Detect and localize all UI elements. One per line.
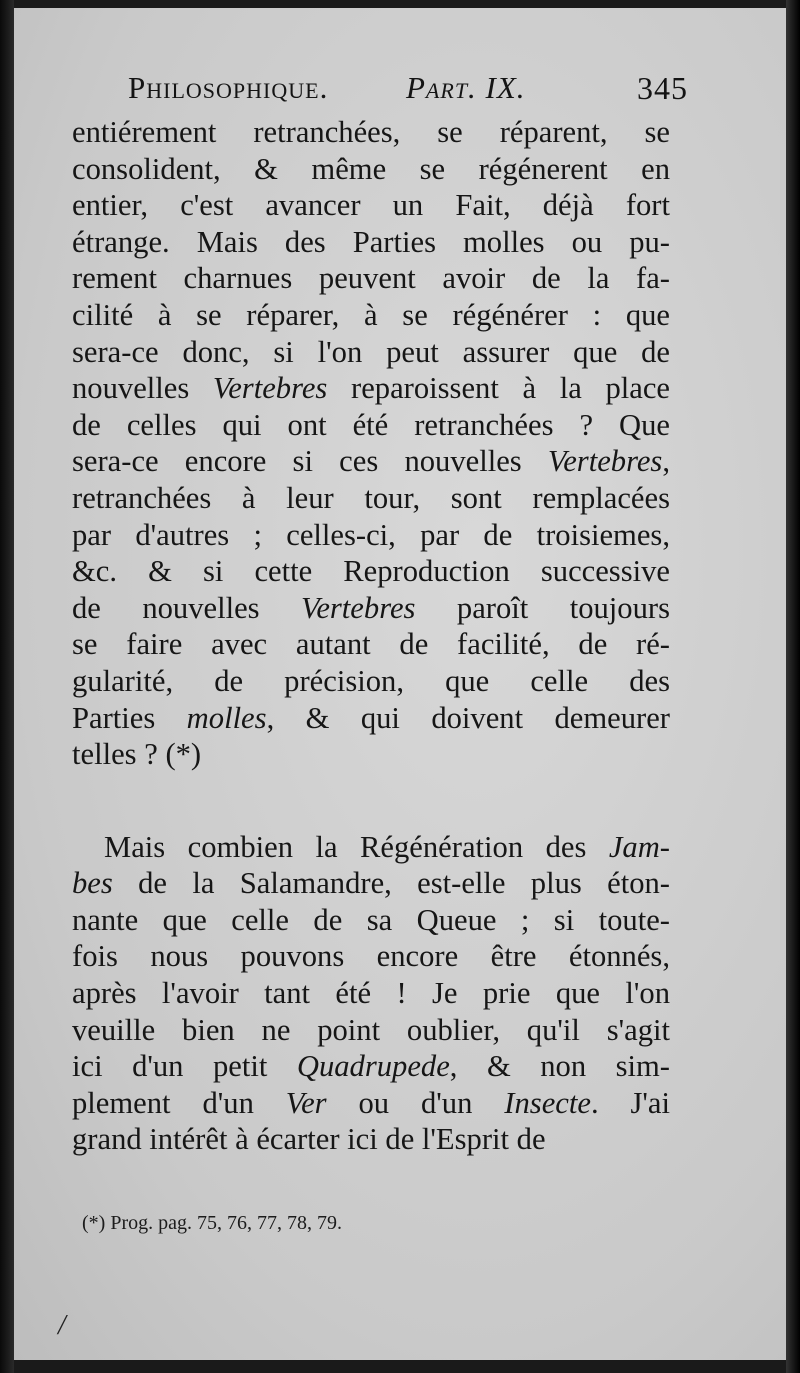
text-line: Parties molles, & qui doivent demeurer [72, 700, 670, 735]
italic-term: Insecte [504, 1085, 591, 1120]
text-line: telles ? (*) [72, 737, 202, 772]
text-line: plement d'un Ver ou d'un Insecte. J'ai [72, 1085, 670, 1120]
text-line: entier, c'est avancer un Fait, déjà fort [72, 188, 670, 223]
text-line: rement charnues peuvent avoir de la fa- [72, 261, 670, 296]
book-spine-shadow [0, 0, 14, 1373]
italic-term: molles [186, 700, 267, 735]
italic-term: Jam- [608, 829, 670, 864]
footnote: (*) Prog. pag. 75, 76, 77, 78, 79. [82, 1212, 342, 1234]
running-head [128, 62, 688, 112]
italic-term: Vertebres [212, 371, 328, 406]
text-line: fois nous pouvons encore être étonnés, [72, 939, 670, 974]
text-line: gularité, de précision, que celle des [72, 663, 670, 698]
text-line: veuille bien ne point oublier, qu'il s'agit [72, 1012, 670, 1047]
italic-term: Ver [285, 1085, 327, 1120]
text-line: bes de la Salamandre, est-elle plus éton- [72, 866, 670, 901]
running-head-part: Part. IX. [406, 70, 526, 105]
text-line: après l'avoir tant été ! Je prie que l'on [72, 976, 670, 1011]
text-line: se faire avec autant de facilité, de ré- [72, 627, 670, 662]
italic-term: bes [72, 866, 113, 901]
text-line: de celles qui ont été retranchées ? Que [72, 407, 670, 442]
text-line: par d'autres ; celles-ci, par de troisiemes, [72, 517, 670, 552]
text-line: Mais combien la Régénération des Jam- [104, 829, 670, 864]
text-line: entiérement retranchées, se réparent, se [72, 115, 670, 149]
stray-ink-mark: / [58, 1310, 66, 1341]
text-line: consolident, & même se régénerent en [72, 151, 670, 186]
text-line: grand intérêt à écarter ici de l'Esprit de [72, 1122, 546, 1157]
text-line: nante que celle de sa Queue ; si toute- [72, 902, 670, 937]
text-line: ici d'un petit Quadrupede, & non sim- [72, 1049, 670, 1084]
text-line: cilité à se réparer, à se régénérer : que [72, 297, 670, 332]
text-line: étrange. Mais des Parties molles ou pu- [72, 224, 670, 259]
italic-term: Vertebres [547, 444, 663, 479]
page-edge-shadow [786, 0, 800, 1373]
italic-term: Quadrupede [296, 1049, 450, 1084]
paragraph-2 [72, 829, 670, 1158]
text-line: nouvelles Vertebres reparoissent à la place [72, 371, 670, 406]
text-line: sera-ce donc, si l'on peut assurer que de [72, 334, 670, 369]
text-line: &c. & si cette Reproduction successive [72, 554, 670, 589]
text-line: retranchées à leur tour, sont remplacées [72, 480, 670, 515]
body-text [72, 114, 670, 1158]
text-line: de nouvelles Vertebres paroît toujours [72, 590, 670, 625]
paragraph-gap [72, 773, 670, 829]
running-head-title: Philosophique. [128, 70, 329, 105]
italic-term: Vertebres [301, 590, 416, 625]
paragraph-1 [72, 114, 670, 773]
page-number: 345 [637, 70, 688, 106]
text-line: sera-ce encore si ces nouvelles Vertebres, [72, 444, 670, 479]
